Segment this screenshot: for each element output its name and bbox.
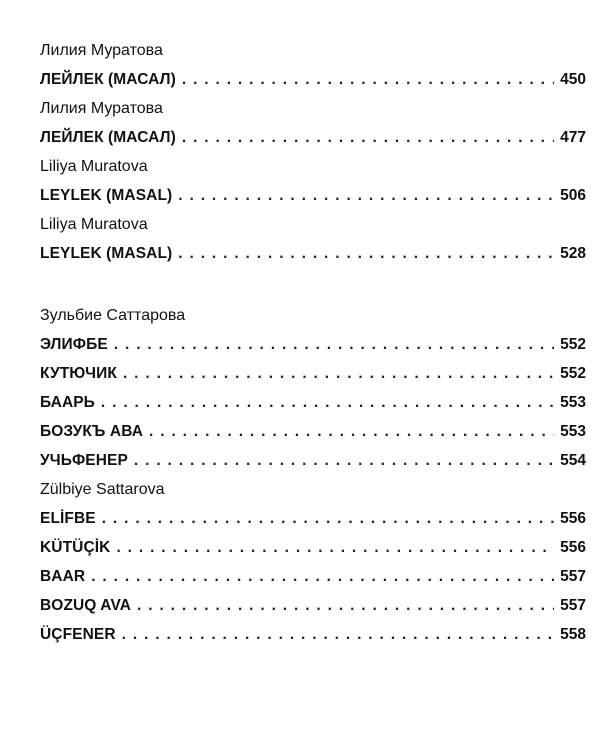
entry-title: ЛЕЙЛЕК (МАСАЛ) — [40, 129, 176, 146]
entry-title: LEYLEK (MASAL) — [40, 245, 173, 262]
entry-title: BAAR — [40, 568, 86, 585]
dot-leader — [122, 620, 555, 649]
toc-entry[interactable] — [40, 181, 586, 210]
toc-entry[interactable] — [40, 504, 586, 533]
toc-entry[interactable] — [40, 239, 586, 268]
entry-title: ÜÇFENER — [40, 626, 116, 643]
entry-title: КУТЮЧИК — [40, 365, 117, 382]
dot-leader — [114, 330, 554, 359]
entry-title: ЛЕЙЛЕК (МАСАЛ) — [40, 71, 176, 88]
dot-leader — [134, 446, 554, 475]
page-number: 553 — [560, 394, 586, 411]
toc-entry[interactable] — [40, 446, 586, 475]
entry-title: KÜTÜÇİK — [40, 539, 111, 556]
toc-entry[interactable] — [40, 591, 586, 620]
toc-entry[interactable] — [40, 533, 586, 562]
page-number: 528 — [560, 245, 586, 262]
dot-leader — [101, 388, 554, 417]
entry-title: БААРЬ — [40, 394, 95, 411]
toc-entry[interactable] — [40, 65, 586, 94]
author-name: Liliya Muratova — [40, 158, 148, 175]
dot-leader — [116, 533, 554, 562]
dot-leader — [178, 239, 554, 268]
entry-title: БОЗУКЪ АВА — [40, 423, 144, 440]
page-number: 552 — [560, 336, 586, 353]
author-name: Zülbiye Sattarova — [40, 481, 165, 498]
entry-title: ЭЛИФБЕ — [40, 336, 108, 353]
page-number: 556 — [560, 539, 586, 556]
author-name: Liliya Muratova — [40, 216, 148, 233]
dot-leader — [182, 123, 554, 152]
entry-title: LEYLEK (MASAL) — [40, 187, 173, 204]
toc-entry[interactable] — [40, 359, 586, 388]
table-of-contents — [40, 36, 586, 649]
toc-entry[interactable] — [40, 123, 586, 152]
dot-leader — [123, 359, 554, 388]
page-number: 556 — [560, 510, 586, 527]
page-number: 554 — [560, 452, 586, 469]
page-number: 552 — [560, 365, 586, 382]
section-spacer — [40, 268, 586, 301]
toc-entry[interactable] — [40, 562, 586, 591]
page-number: 506 — [560, 187, 586, 204]
toc-entry[interactable] — [40, 388, 586, 417]
page-number: 557 — [560, 568, 586, 585]
dot-leader — [149, 417, 554, 446]
author-name: Лилия Муратова — [40, 100, 163, 117]
entry-title: BOZUQ AVA — [40, 597, 132, 614]
toc-entry[interactable] — [40, 330, 586, 359]
toc-entry[interactable] — [40, 620, 586, 649]
dot-leader — [102, 504, 554, 533]
page-number: 553 — [560, 423, 586, 440]
page-number: 477 — [560, 129, 586, 146]
page-number: 558 — [560, 626, 586, 643]
page-number: 557 — [560, 597, 586, 614]
dot-leader — [91, 562, 554, 591]
dot-leader — [182, 65, 554, 94]
page-number: 450 — [560, 71, 586, 88]
dot-leader — [137, 591, 554, 620]
entry-title: ELİFBE — [40, 510, 96, 527]
entry-title: УЧЬФЕНЕР — [40, 452, 128, 469]
author-name: Зульбие Саттарова — [40, 307, 186, 324]
dot-leader — [178, 181, 554, 210]
toc-entry[interactable] — [40, 417, 586, 446]
author-name: Лилия Муратова — [40, 42, 163, 59]
